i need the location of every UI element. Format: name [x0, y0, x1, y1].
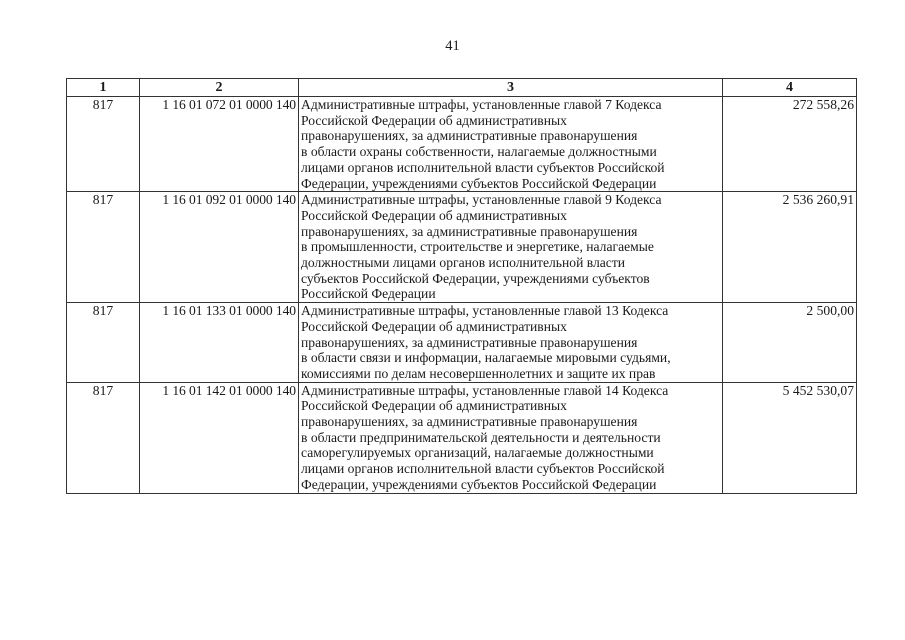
- description-line: Федерации, учреждениями субъектов Российской Федерации: [301, 476, 657, 492]
- administrator-code: 817: [67, 192, 140, 303]
- column-header-2: 2: [140, 79, 299, 97]
- column-header-1: 1: [67, 79, 140, 97]
- administrator-code: 817: [67, 382, 140, 493]
- budget-classification-code: 1 16 01 133 01 0000 140: [140, 303, 299, 383]
- description-line: в области охраны собственности, налагаемые должностными: [301, 144, 657, 160]
- table-row: [67, 382, 857, 493]
- description-line: Административные штрафы, установленные главой 9 Кодекса: [301, 192, 662, 208]
- revenue-description: [299, 303, 723, 383]
- description-line: правонарушениях, за административные правонарушения: [301, 223, 638, 239]
- description-line: правонарушениях, за административные правонарушения: [301, 128, 638, 144]
- table-header-row: [67, 79, 857, 97]
- revenue-description: [299, 97, 723, 192]
- description-line: в области связи и информации, налагаемые мировыми судьями,: [301, 350, 671, 366]
- table-row: [67, 192, 857, 303]
- description-line: Федерации, учреждениями субъектов Российской Федерации: [301, 175, 657, 191]
- description-line: саморегулируемых организаций, налагаемые должностными: [301, 445, 654, 461]
- revenue-description: [299, 382, 723, 493]
- description-line: правонарушениях, за административные правонарушения: [301, 334, 638, 350]
- description-line: правонарушениях, за административные правонарушения: [301, 414, 638, 430]
- budget-classification-code: 1 16 01 092 01 0000 140: [140, 192, 299, 303]
- amount-value: 272 558,26: [723, 97, 857, 192]
- description-line: Административные штрафы, установленные главой 14 Кодекса: [301, 382, 669, 398]
- amount-value: 5 452 530,07: [723, 382, 857, 493]
- description-line: должностными лицами органов исполнительной власти: [301, 255, 626, 271]
- description-line: Административные штрафы, установленные главой 13 Кодекса: [301, 303, 669, 319]
- description-line: Административные штрафы, установленные главой 7 Кодекса: [301, 97, 662, 112]
- budget-revenue-table: [66, 78, 857, 494]
- description-line: в области предпринимательской деятельности и деятельности: [301, 429, 661, 445]
- description-line: Российской Федерации об административных: [301, 112, 567, 128]
- description-line: субъектов Российской Федерации, учреждениями субъектов: [301, 270, 650, 286]
- description-line: комиссиями по делам несовершеннолетних и защите их прав: [301, 365, 656, 381]
- amount-value: 2 500,00: [723, 303, 857, 383]
- description-line: Российской Федерации об административных: [301, 398, 567, 414]
- budget-classification-code: 1 16 01 072 01 0000 140: [140, 97, 299, 192]
- description-line: в промышленности, строительстве и энергетике, налагаемые: [301, 239, 654, 255]
- description-line: Российской Федерации: [301, 286, 436, 302]
- description-line: Российской Федерации об административных: [301, 318, 567, 334]
- amount-value: 2 536 260,91: [723, 192, 857, 303]
- revenue-description: [299, 192, 723, 303]
- budget-classification-code: 1 16 01 142 01 0000 140: [140, 382, 299, 493]
- description-line: лицами органов исполнительной власти субъектов Российской: [301, 461, 665, 477]
- page-number: 41: [445, 38, 460, 54]
- administrator-code: 817: [67, 97, 140, 192]
- table-row: [67, 303, 857, 383]
- table-row: [67, 97, 857, 192]
- description-line: лицами органов исполнительной власти субъектов Российской: [301, 159, 665, 175]
- description-line: Российской Федерации об административных: [301, 207, 567, 223]
- column-header-4: 4: [723, 79, 857, 97]
- administrator-code: 817: [67, 303, 140, 383]
- column-header-3: 3: [299, 79, 723, 97]
